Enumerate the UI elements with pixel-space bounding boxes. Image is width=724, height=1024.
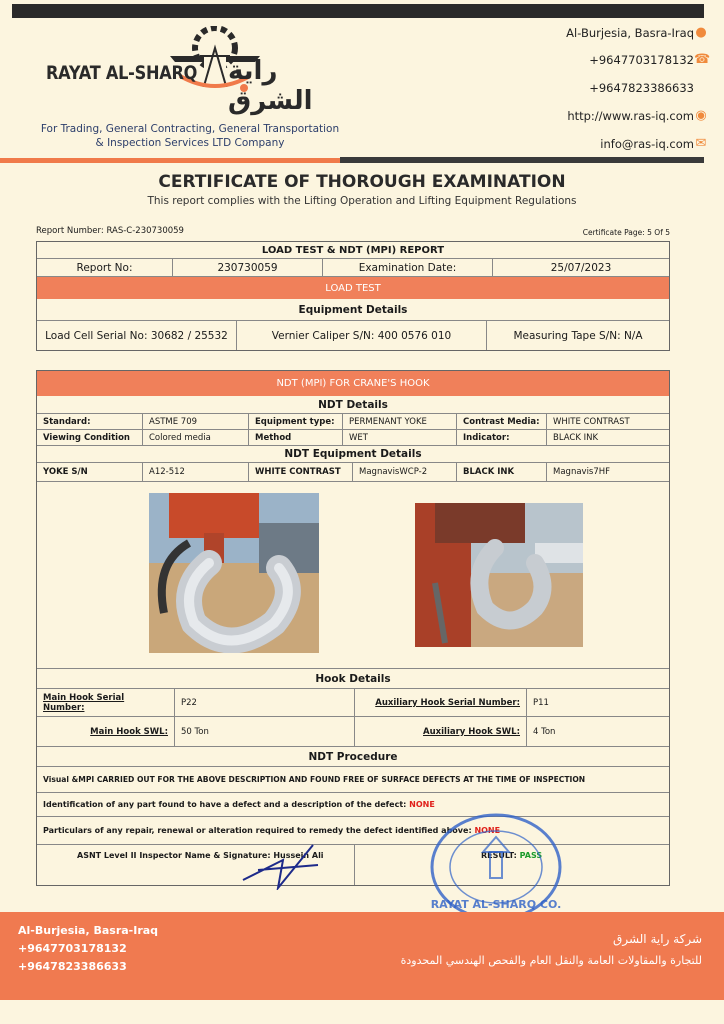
load-test-band: LOAD TEST [37,277,669,299]
ndt-equipment-heading: NDT Equipment Details [284,448,422,460]
hook-heading-row [37,669,669,689]
standard-label: Standard: [37,414,143,429]
method-value: WET [343,430,457,445]
aux-hook-serial-value: P11 [533,697,549,708]
equipment-type-value: PERMENANT YOKE [343,414,457,429]
standard-value: ASTME 709 [143,414,249,429]
main-hook-swl-value: 50 Ton [175,717,355,746]
repair-particulars-label: Particulars of any repair, renewal or alteration required to remedy the defect identified above: [43,826,472,835]
ndt-row-2 [37,430,669,446]
contact-website[interactable]: http://www.ras-iq.com [567,109,694,123]
ndt-equipment-heading-row [37,446,669,463]
contrast-media-label: Contrast Media: [457,414,547,429]
company-line-1: For Trading, General Contracting, General Transportation [40,123,340,135]
inspector-signature [238,840,328,890]
hook-heading: Hook Details [315,672,391,685]
white-contrast-label: WHITE CONTRAST [249,463,353,481]
hook-swl-row [37,717,669,747]
procedure-line-3-row [37,817,669,845]
inspector-row [37,845,669,885]
company-logo [40,26,340,149]
main-hook-serial-label: Main Hook Serial Number: [37,689,175,716]
aux-hook-swl-label: Auxiliary Hook SWL: [355,717,527,746]
indicator-label: Indicator: [457,430,547,445]
ndt-row-1 [37,414,669,430]
contact-address: Al-Burjesia, Basra-Iraq [566,26,694,40]
footer-address: Al-Burjesia, Basra-Iraq [18,924,159,937]
load-test-heading: LOAD TEST & NDT (MPI) REPORT [261,244,445,256]
contact-phone-1: +9647703178132 [589,53,694,67]
header-divider-orange [0,158,340,163]
procedure-line-1: Visual &MPI CARRIED OUT FOR THE ABOVE DESCRIPTION AND FOUND FREE OF SURFACE DEFECTS AT THE TIME OF INSPECTION [43,775,586,784]
auxiliary-hook-photo [415,503,583,647]
viewing-condition-value: Colored media [143,430,249,445]
vernier-caliper-serial: Vernier Caliper S/N: 400 0576 010 [237,321,487,350]
certificate-subtitle: This report complies with the Lifting Operation and Lifting Equipment Regulations [147,195,577,207]
viewing-condition-label: Viewing Condition [37,430,143,445]
load-test-section [36,241,670,351]
equipment-heading: Equipment Details [298,303,408,316]
report-info-row [37,259,669,277]
procedure-line-1-row [37,767,669,793]
main-hook-swl-label: Main Hook SWL: [37,717,175,746]
defect-identification-label: Identification of any part found to have a defect and a description of the defect: [43,800,407,809]
procedure-heading-row [37,747,669,767]
equipment-row [37,321,669,350]
ndt-section [36,370,670,886]
website-icon: ◉ [695,108,707,123]
certificate-title: CERTIFICATE OF THOROUGH EXAMINATION [158,172,566,192]
company-stamp [428,812,564,922]
ndt-details-heading: NDT Details [318,398,388,411]
aux-hook-serial-label: Auxiliary Hook Serial Number: [355,689,527,716]
company-line-2: & Inspection Services LTD Company [95,137,285,149]
black-ink-label: BLACK INK [457,463,547,481]
inspector-name: Hussein Ali [273,851,324,860]
load-test-heading-row [37,242,669,259]
report-no-label: Report No: [37,259,173,276]
white-contrast-value: MagnavisWCP-2 [353,463,457,481]
ndt-details-heading-row [37,396,669,414]
logo-english: RAYAT AL-SHARQ [46,62,198,84]
ndt-band: NDT (MPI) FOR CRANE'S HOOK [37,371,669,396]
yoke-value: A12-512 [143,463,249,481]
top-bar [12,4,704,18]
aux-hook-swl-value: 4 Ton [533,726,556,737]
result-label: RESULT: [481,851,517,860]
hook-serial-row [37,689,669,717]
procedure-line-2-row [37,793,669,817]
footer-phone-2: +9647823386633 [18,960,127,973]
result-value: PASS [519,851,543,860]
stamp-text: RAYAT AL-SHARQ CO. [430,898,562,911]
procedure-line-3 [37,817,669,844]
email-icon: ✉ [695,136,707,151]
load-cell-serial: Load Cell Serial No: 30682 / 25532 [37,321,237,350]
ndt-equipment-row [37,463,669,482]
contact-email[interactable]: info@ras-iq.com [600,137,694,151]
exam-date-value: 25/07/2023 [550,261,612,274]
yoke-label: YOKE S/N [37,463,143,481]
black-ink-value: Magnavis7HF [553,467,611,477]
repair-particulars-value: NONE [474,826,501,835]
report-number: Report Number: RAS-C-230730059 [36,226,184,236]
main-hook-serial-value: P22 [175,689,355,716]
indicator-value: BLACK INK [553,432,599,443]
equipment-heading-row [37,299,669,321]
equipment-type-label: Equipment type: [249,414,343,429]
logo-arabic: راية الشرق [228,56,313,116]
header-divider-dark [340,157,704,163]
procedure-heading: NDT Procedure [308,750,398,763]
footer-arabic-description: للتجارة والمقاولات العامة والنقل العام والفحص الهندسي المحدودة [400,954,702,967]
report-no-value: 230730059 [173,259,323,276]
contact-phone-2: +9647823386633 [589,81,694,95]
method-label: Method [249,430,343,445]
certificate-page: Certificate Page: 5 Of 5 [582,228,670,237]
main-hook-photo [149,493,319,653]
measuring-tape-serial: Measuring Tape S/N: N/A [513,329,643,342]
footer-arabic-company: شركة راية الشرق [613,932,702,946]
exam-date-label: Examination Date: [323,259,493,276]
company-description [40,122,340,150]
contrast-media-value: WHITE CONTRAST [553,416,630,427]
phone-icon: ☎ [694,52,711,67]
footer-phone-1: +9647703178132 [18,942,127,955]
inspector-label: ASNT Level II Inspector Name & Signature: [77,851,271,860]
location-icon: ● [695,25,707,40]
footer-contact [18,922,158,976]
procedure-line-2 [37,793,669,816]
defect-identification-value: NONE [409,800,435,809]
